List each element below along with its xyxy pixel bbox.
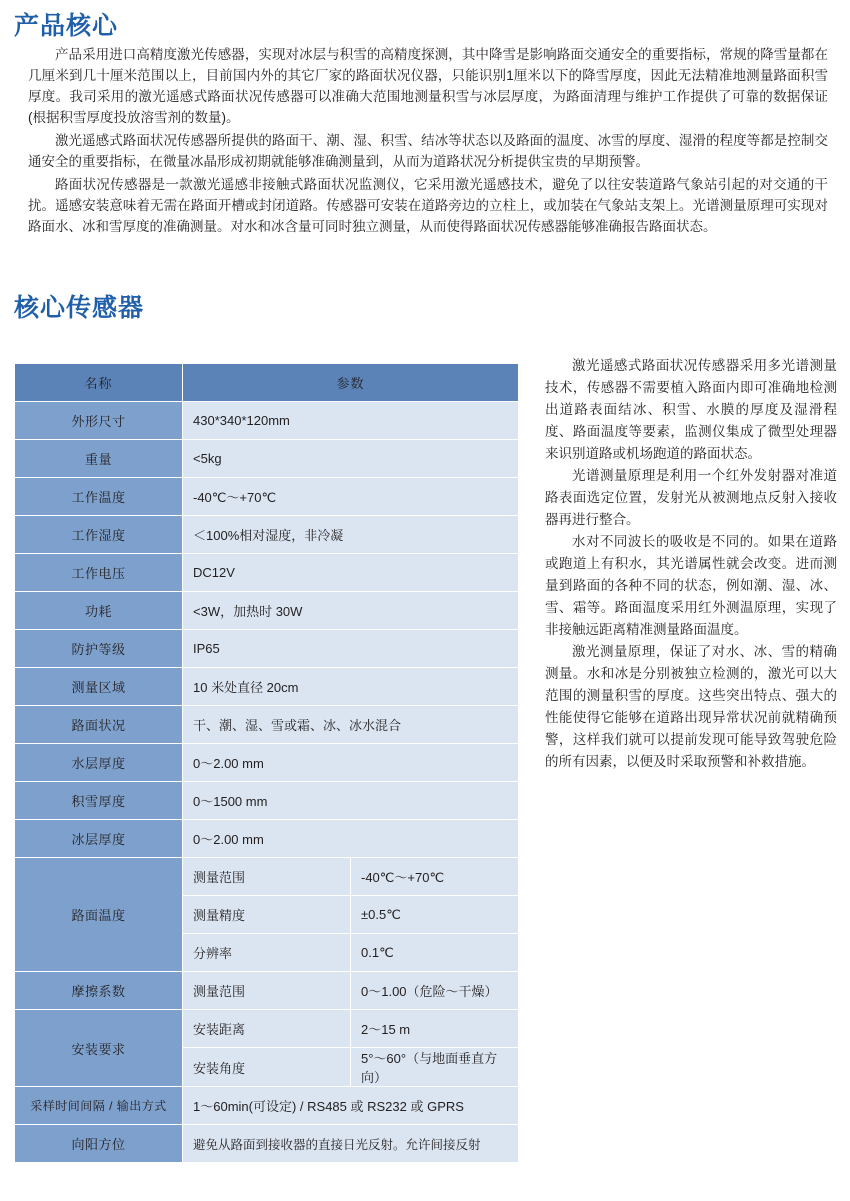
- group-label: 安装要求: [15, 1010, 183, 1087]
- row-label: 防护等级: [15, 630, 183, 668]
- spec-table-container: [14, 363, 519, 1163]
- intro-paragraph-2: 激光遥感式路面状况传感器所提供的路面干、潮、湿、积雪、结冰等状态以及路面的温度、冰雪的厚度、湿滑的程度等都是控制交通安全的重要指标，在微量冰晶形成初期就能够准确测量到，从而为道路状况分析提供宝贵的早期预警。: [28, 133, 828, 169]
- row-label: 采样时间间隔 / 输出方式: [15, 1087, 183, 1125]
- row-value: <5kg: [183, 440, 519, 478]
- side-paragraph-1: 激光遥感式路面状况传感器采用多光谱测量技术，传感器不需要植入路面内即可准确地检测出道路表面结冰、积雪、水膜的厚度及湿滑程度、路面温度等要素，监测仪集成了微型处理器来识别道路或机场跑道的路面状态。: [545, 358, 837, 461]
- row-value: 0～1500 mm: [183, 782, 519, 820]
- row-label: 重量: [15, 440, 183, 478]
- row-value: 避免从路面到接收器的直接日光反射。允许间接反射: [183, 1125, 519, 1163]
- sub-row-value: ±0.5℃: [351, 896, 519, 934]
- intro-paragraph-1: 产品采用进口高精度激光传感器，实现对冰层与积雪的高精度探测，其中降雪是影响路面交通安全的重要指标，常规的降雪量都在几厘米到几十厘米范围以上，目前国内外的其它厂家的路面状况仪器，只能识别1厘米以下的降雪厚度，因此无法精准地测量路面积雪厚度。我司采用的激光遥感式路面状况传感器可以准确大范围地测量积雪与冰层厚度，为路面清理与维护工作提供了可靠的数据保证(根据积雪厚度投放溶雪剂的数量)。: [28, 47, 828, 125]
- sub-row-value: 5°～60°（与地面垂直方向）: [351, 1048, 519, 1087]
- intro-paragraph-3: 路面状况传感器是一款激光遥感非接触式路面状况监测仪，它采用激光遥感技术，避免了以往安装道路气象站引起的对交通的干扰。遥感安装意味着无需在路面开槽或封闭道路。传感器可安装在道路旁边的立柱上，或加装在气象站支架上。光谱测量原理可实现对路面水、冰和雪厚度的准确测量。对水和冰含量可同时独立测量，从而使得路面状况传感器能够准确报告路面状态。: [28, 177, 828, 234]
- row-label: 向阳方位: [15, 1125, 183, 1163]
- side-text-column: [545, 355, 837, 773]
- table-row-grouped: [15, 1010, 519, 1048]
- row-label: 工作电压: [15, 554, 183, 592]
- sub-row-value: 0～1.00（危险～干燥）: [351, 972, 519, 1010]
- table-row: [15, 1125, 519, 1163]
- table-row: [15, 592, 519, 630]
- table-row: [15, 782, 519, 820]
- table-row: [15, 706, 519, 744]
- sub-row-name: 测量精度: [183, 896, 351, 934]
- row-label: 积雪厚度: [15, 782, 183, 820]
- row-value: 1～60min(可设定) / RS485 或 RS232 或 GPRS: [183, 1087, 519, 1125]
- sub-row-name: 安装角度: [183, 1048, 351, 1087]
- table-row: [15, 820, 519, 858]
- row-value: DC12V: [183, 554, 519, 592]
- sub-row-name: 测量范围: [183, 858, 351, 896]
- intro-paragraph-block: [28, 44, 828, 239]
- row-value: -40℃～+70℃: [183, 478, 519, 516]
- row-value: 干、潮、湿、雪或霜、冰、冰水混合: [183, 706, 519, 744]
- row-label: 测量区域: [15, 668, 183, 706]
- sub-row-value: 2～15 m: [351, 1010, 519, 1048]
- row-label: 路面状况: [15, 706, 183, 744]
- table-row: [15, 440, 519, 478]
- table-header-param: 参数: [183, 364, 519, 402]
- row-value: 430*340*120mm: [183, 402, 519, 440]
- row-value: ＜100%相对湿度，非冷凝: [183, 516, 519, 554]
- table-row: [15, 516, 519, 554]
- spec-table: [14, 363, 519, 1163]
- side-paragraph-2: 光谱测量原理是利用一个红外发射器对准道路表面选定位置，发射光从被测地点反射入接收器再进行整合。: [545, 468, 837, 527]
- table-row: [15, 1087, 519, 1125]
- row-value: 10 米处直径 20cm: [183, 668, 519, 706]
- row-label: 外形尺寸: [15, 402, 183, 440]
- sub-row-name: 测量范围: [183, 972, 351, 1010]
- sub-row-value: 0.1℃: [351, 934, 519, 972]
- row-value: 0～2.00 mm: [183, 820, 519, 858]
- row-label: 工作温度: [15, 478, 183, 516]
- table-row: [15, 744, 519, 782]
- row-label: 工作湿度: [15, 516, 183, 554]
- row-value: 0～2.00 mm: [183, 744, 519, 782]
- row-label: 冰层厚度: [15, 820, 183, 858]
- sub-row-name: 安装距离: [183, 1010, 351, 1048]
- group-label: 摩擦系数: [15, 972, 183, 1010]
- row-label: 水层厚度: [15, 744, 183, 782]
- side-paragraph-3: 水对不同波长的吸收是不同的。如果在道路或跑道上有积水，其光谱属性就会改变。进而测量到路面的各种不同的状态，例如潮、湿、冰、雪、霜等。路面温度采用红外测温原理，实现了非接触远距离精准测量路面温度。: [545, 534, 837, 637]
- table-row-grouped: [15, 858, 519, 896]
- page-title-core-sensor: 核心传感器: [14, 294, 145, 322]
- page-title-core-product: 产品核心: [14, 12, 119, 40]
- sub-row-value: -40℃～+70℃: [351, 858, 519, 896]
- table-header-name: 名称: [15, 364, 183, 402]
- table-row: [15, 554, 519, 592]
- row-label: 功耗: [15, 592, 183, 630]
- side-paragraph-4: 激光测量原理，保证了对水、冰、雪的精确测量。水和冰是分别被独立检测的，激光可以大范围的测量积雪的厚度。这些突出特点、强大的性能使得它能够在道路出现异常状况前就精确预警，这样我们就可以提前发现可能导致驾驶危险的所有因素，以便及时采取预警和补救措施。: [545, 644, 837, 769]
- group-label: 路面温度: [15, 858, 183, 972]
- table-row: [15, 478, 519, 516]
- table-row: [15, 668, 519, 706]
- sub-row-name: 分辨率: [183, 934, 351, 972]
- table-row: [15, 402, 519, 440]
- row-value: IP65: [183, 630, 519, 668]
- table-row: [15, 630, 519, 668]
- table-row-grouped: [15, 972, 519, 1010]
- table-header-row: [15, 364, 519, 402]
- row-value: <3W，加热时 30W: [183, 592, 519, 630]
